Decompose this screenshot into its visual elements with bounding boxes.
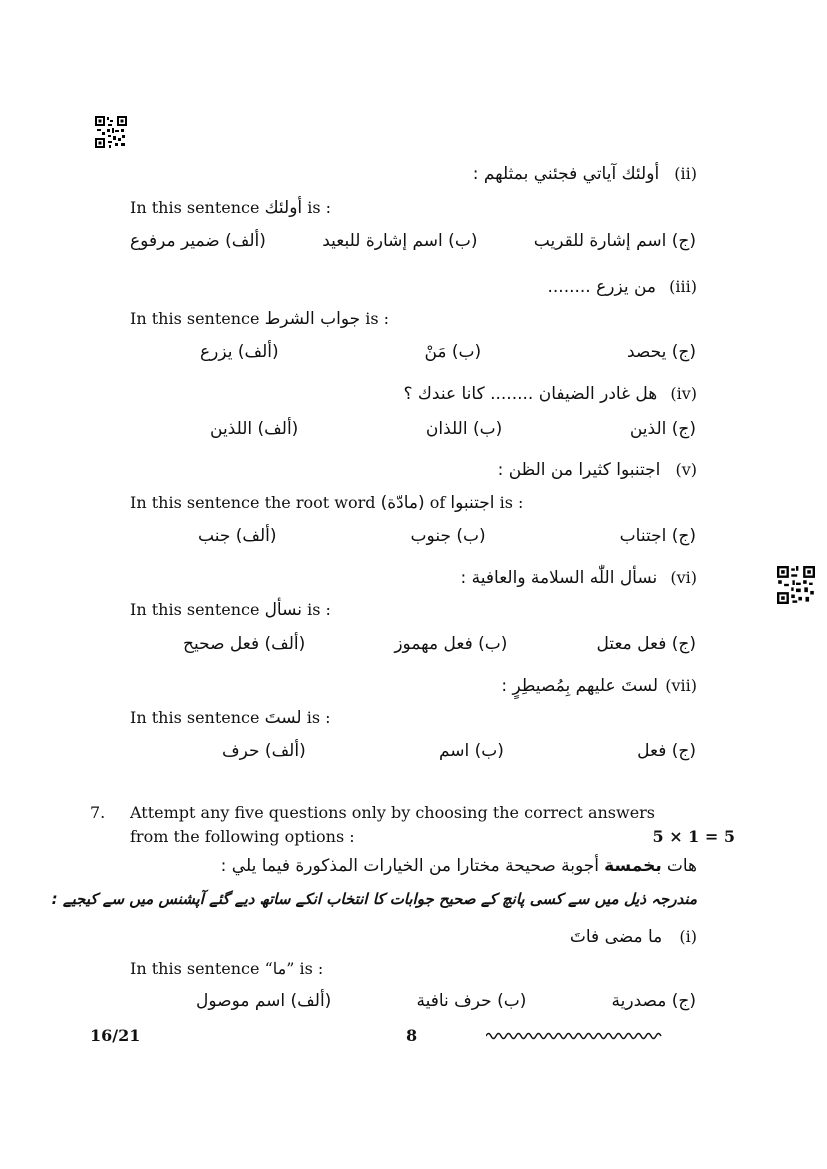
question-sentence: من يزرع ........: [547, 277, 657, 297]
question-number: (vii): [665, 676, 697, 695]
question-number: (i): [679, 927, 697, 946]
q7-i-prompt: In this sentence “ما” is :: [130, 959, 324, 978]
q6-vii-row: [501, 676, 697, 696]
question-number: (v): [675, 460, 697, 479]
option-jeem: (ج) يحصد: [626, 342, 696, 362]
prompt-text: In this sentence the root word: [130, 493, 376, 512]
qr-code-right-margin: [777, 566, 815, 604]
option-alif: (ألف) ضمير مرفوع: [130, 231, 266, 251]
prompt-arabic: (مادّة): [380, 493, 425, 513]
q6-iv-options: [210, 419, 696, 439]
option-jeem: (ج) مصدرية: [611, 991, 696, 1011]
arabic-instruction-bold: بخمسة: [604, 856, 662, 876]
q6-v-prompt: [130, 493, 523, 513]
option-alif: (ألف) اسم موصول: [196, 991, 332, 1011]
question-number: (iii): [669, 277, 697, 296]
prompt-text: In this sentence: [130, 600, 260, 619]
q6-vii-prompt: [130, 708, 331, 728]
option-alif: (ألف) جنب: [198, 526, 277, 546]
prompt-arabic: نسأل: [264, 600, 303, 620]
arabic-instruction-post: أجوبة صحيحة مختارا من الخيارات المذكورة فيما يلي :: [220, 856, 600, 876]
q7-i-options: [196, 991, 696, 1011]
footer-code: 16/21: [90, 1026, 141, 1045]
option-ba: (ب) جنوب: [410, 526, 486, 546]
question-number: (iv): [670, 384, 697, 403]
option-alif: (ألف) فعل صحيح: [183, 634, 306, 654]
option-alif: (ألف) اللذين: [210, 419, 299, 439]
prompt-text: In this sentence: [130, 198, 260, 217]
q6-v-options: [198, 526, 696, 546]
prompt-of: of: [429, 493, 446, 512]
q6-iv-row: [403, 384, 697, 404]
q6-iii-options: [200, 342, 696, 362]
prompt-end: is :: [307, 600, 331, 619]
q6-ii-row: [473, 164, 697, 184]
question-number: (ii): [674, 164, 697, 183]
q6-iii-prompt: [130, 309, 389, 329]
q6-ii-prompt: [130, 198, 331, 218]
q7-urdu-instruction: مندرجہ ذیل میں سے کسی پانچ کے صحیح جوابات کا انتخاب انکے ساتھ دیے گئے آپشنس میں سے کیجیے :: [51, 890, 697, 908]
q6-vi-prompt: [130, 600, 331, 620]
q7-instruction-line1: Attempt any five questions only by choosing the correct answers: [130, 803, 656, 822]
q6-ii-options: [130, 231, 696, 251]
q6-iii-row: [547, 277, 697, 297]
prompt-arabic: أولئك: [264, 198, 303, 218]
option-alif: (ألف) يزرع: [200, 342, 279, 362]
question-sentence: ما مضى فاتَ: [569, 927, 663, 947]
prompt-end: is :: [499, 493, 524, 512]
footer-page-number: 8: [406, 1026, 418, 1045]
prompt-end: is :: [365, 309, 390, 328]
q6-v-row: [498, 460, 697, 480]
option-ba: (ب) حرف نافية: [416, 991, 527, 1011]
q6-vi-row: [461, 568, 697, 588]
qr-code-top-left: [95, 116, 127, 148]
question-sentence: نسأل اللّٰه السلامة والعافية :: [460, 568, 658, 588]
arabic-instruction-pre: هات: [666, 856, 697, 876]
option-ba: (ب) اللذان: [425, 419, 503, 439]
q7-arabic-instruction: [221, 856, 697, 876]
option-ba: (ب) اسم: [438, 741, 504, 761]
q7-instruction-line2: from the following options :: [130, 827, 355, 846]
option-ba: (ب) مَنْ: [424, 342, 482, 362]
option-jeem: (ج) اسم إشارة للقريب: [533, 231, 696, 251]
prompt-arabic: جواب الشرط: [264, 309, 361, 329]
prompt-arabic: لستَ: [264, 708, 302, 728]
q7-number: 7.: [90, 803, 106, 822]
prompt-end: is :: [307, 198, 332, 217]
option-alif: (ألف) حرف: [222, 741, 306, 761]
option-ba: (ب) فعل مهموز: [394, 634, 508, 654]
q6-vi-options: [183, 634, 696, 654]
prompt-text: In this sentence: [130, 309, 260, 328]
option-jeem: (ج) فعل: [637, 741, 696, 761]
question-sentence: اجتنبوا كثيرا من الظن :: [497, 460, 661, 480]
prompt-text: In this sentence: [130, 708, 260, 727]
q7-marks: 5 × 1 = 5: [652, 827, 735, 846]
q7-i-row: [570, 927, 697, 947]
wavy-line-decoration: [486, 1031, 664, 1041]
option-jeem: (ج) الذين: [629, 419, 696, 439]
question-sentence: لستَ عليهم بِمُصيطِرٍ :: [501, 676, 659, 696]
option-jeem: (ج) اجتناب: [619, 526, 696, 546]
prompt-end: is :: [306, 708, 331, 727]
question-sentence: هل غادر الضيفان ........ كانا عندك ؟: [403, 384, 658, 404]
option-ba: (ب) اسم إشارة للبعيد: [322, 231, 478, 251]
q6-vii-options: [222, 741, 696, 761]
question-number: (vi): [670, 568, 697, 587]
option-jeem: (ج) فعل معتل: [596, 634, 696, 654]
prompt-arabic-2: اجتنبوا: [450, 493, 495, 513]
question-sentence: أولئك آياتي فجئني بمثلهم :: [472, 164, 660, 184]
